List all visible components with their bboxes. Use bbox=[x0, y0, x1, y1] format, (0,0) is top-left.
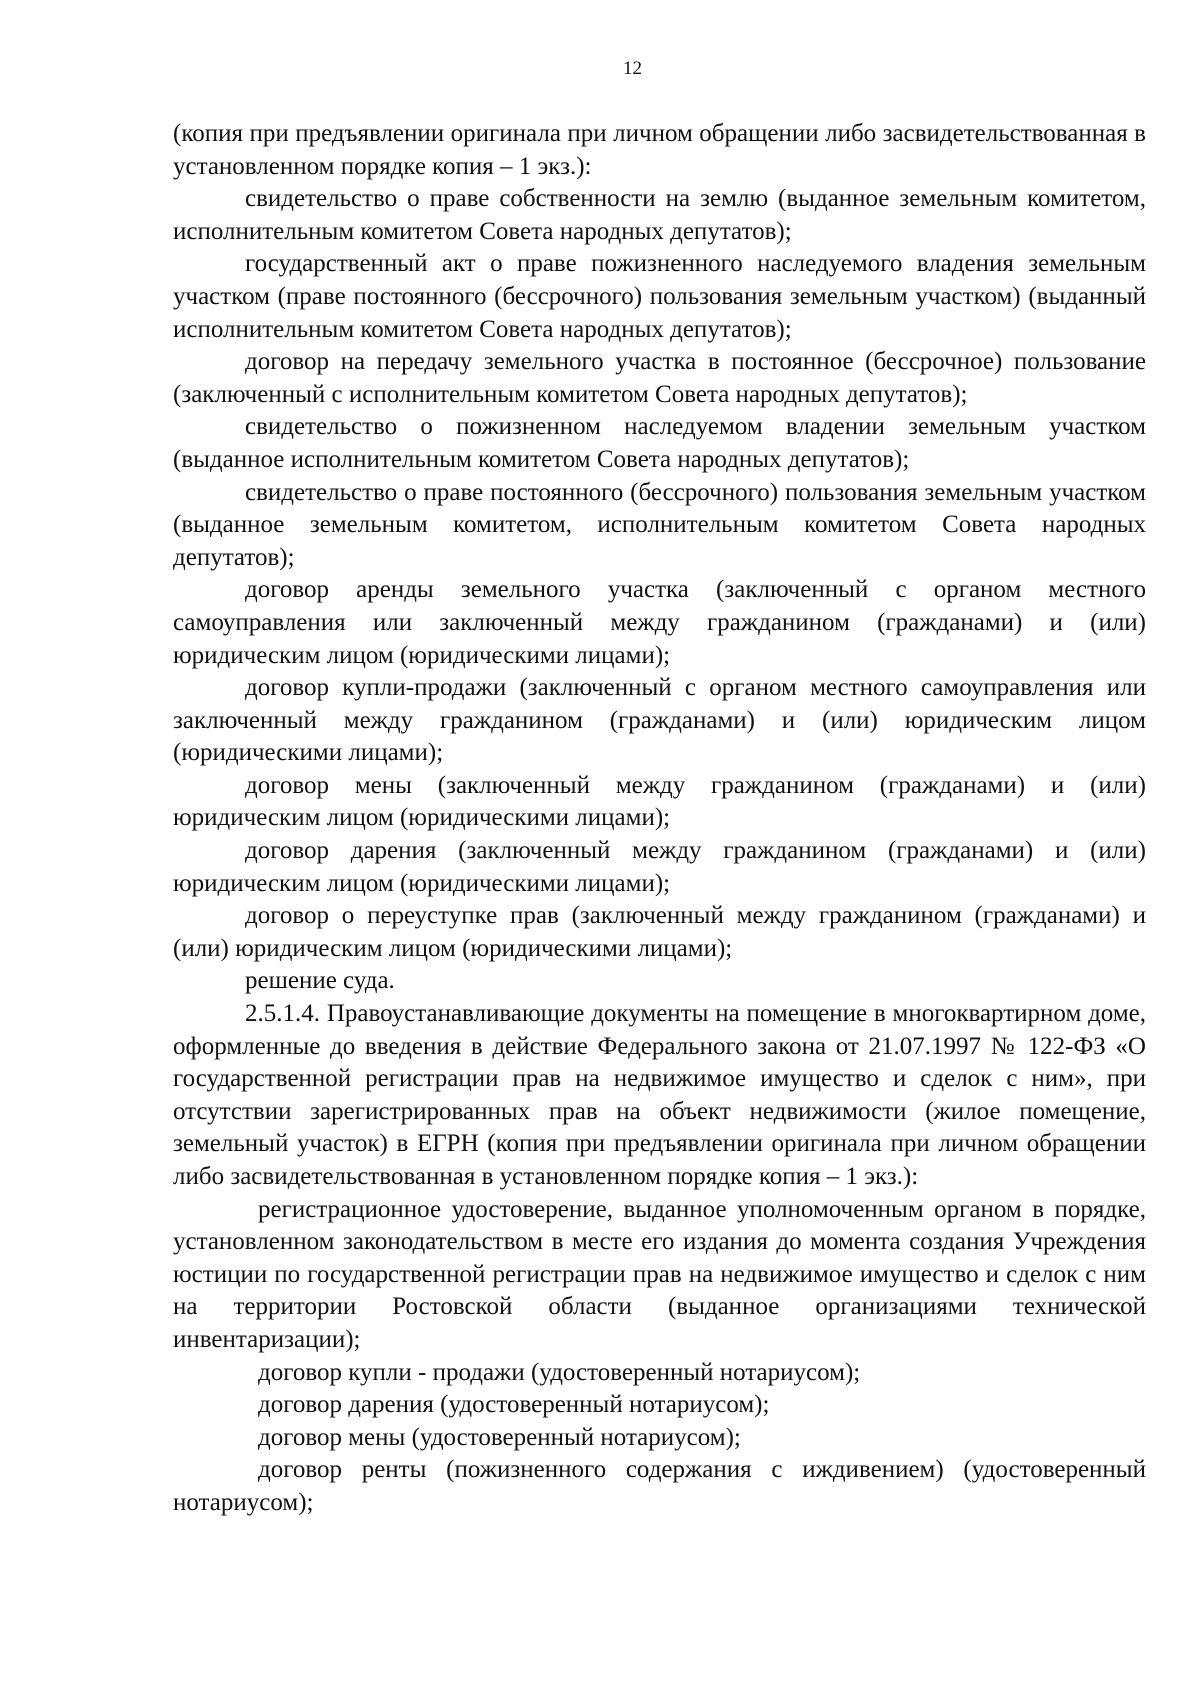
paragraph: свидетельство о пожизненном наследуемом владении земельным участком (выданное исполнительным комитетом Совета народных депутатов); bbox=[173, 413, 1146, 473]
paragraph: договор купли-продажи (заключенный с органом местного самоуправления или заключенный между гражданином (гражданами) и (или) юридическим лицом (юридическими лицами); bbox=[173, 674, 1146, 767]
paragraph: договор ренты (пожизненного содержания с иждивением) (удостоверенный нотариусом); bbox=[173, 1456, 1146, 1516]
paragraph: договор мены (заключенный между гражданином (гражданами) и (или) юридическим лицом (юридическими лицами); bbox=[173, 771, 1146, 832]
paragraph: договор дарения (удостоверенный нотариусом); bbox=[258, 1391, 770, 1419]
paragraph: свидетельство о праве собственности на землю (выданное земельным комитетом, исполнительным комитетом Совета народных депутатов); bbox=[173, 185, 1146, 245]
document-body bbox=[173, 118, 1146, 1520]
paragraph: договор мены (удостоверенный нотариусом); bbox=[258, 1423, 741, 1451]
paragraph: регистрационное удостоверение, выданное уполномоченным органом в порядке, установленном законодательством в месте его издания до момента создания Учреждения юстиции по государственной регистрации прав на недвижимое имущество и сделок с ним на территории Ростовской области (выданное организациями технической инвентаризации); bbox=[173, 1195, 1146, 1353]
section-heading-paragraph: 2.5.1.4. Правоустанавливающие документы на помещение в многоквартирном доме, оформленные до введения в действие Федерального закона от 21.07.1997 № 122-ФЗ «О государственной регистрации прав на недвижимое имущество и сделок с ним», при отсутствии зарегистрированных прав на объект недвижимости (жилое помещение, земельный участок) в ЕГРН (копия при предъявлении оригинала при личном обращении либо засвидетельствованная в установленном порядке копия – 1 экз.): bbox=[173, 1000, 1146, 1190]
paragraph: решение суда. bbox=[245, 967, 395, 995]
paragraph: свидетельство о праве постоянного (бессрочного) пользования земельным участком (выданное земельным комитетом, исполнительным комитетом Совета народных депутатов); bbox=[173, 478, 1146, 571]
paragraph-continuation: (копия при предъявлении оригинала при личном обращении либо засвидетельствованная в установленном порядке копия – 1 экз.): bbox=[173, 120, 1146, 180]
page-number: 12 bbox=[623, 58, 642, 79]
paragraph: договор на передачу земельного участка в постоянное (бессрочное) пользование (заключенный с исполнительным комитетом Совета народных депутатов); bbox=[173, 348, 1146, 408]
paragraph: договор аренды земельного участка (заключенный с органом местного самоуправления или заключенный между гражданином (гражданами) и (или) юридическим лицом (юридическими лицами); bbox=[173, 576, 1146, 669]
paragraph: договор дарения (заключенный между гражданином (гражданами) и (или) юридическим лицом (юридическими лицами); bbox=[173, 837, 1146, 897]
paragraph: государственный акт о праве пожизненного наследуемого владения земельным участком (праве постоянного (бессрочного) пользования земельным участком) (выданный исполнительным комитетом Совета народных депутатов); bbox=[173, 250, 1146, 343]
paragraph: договор купли - продажи (удостоверенный нотариусом); bbox=[258, 1358, 861, 1386]
paragraph: договор о переуступке прав (заключенный между гражданином (гражданами) и (или) юридическим лицом (юридическими лицами); bbox=[173, 902, 1146, 962]
